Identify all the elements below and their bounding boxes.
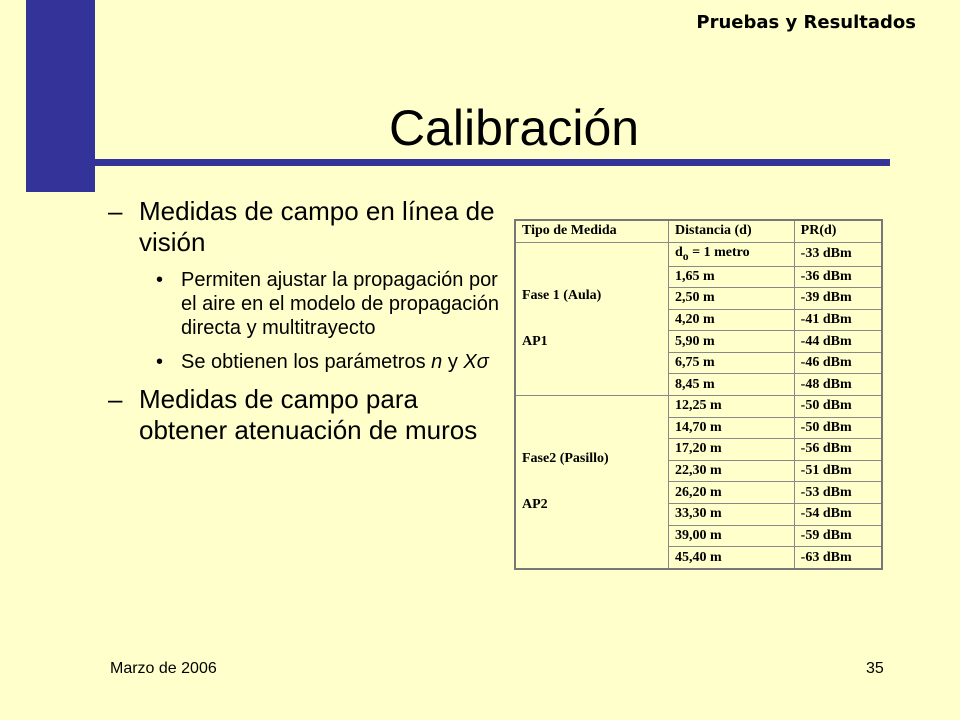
page-number: 35 <box>866 660 884 677</box>
distance-cell: 45,40 m <box>669 547 795 569</box>
phase-ap: AP1 <box>522 333 548 349</box>
phase-cell-1 <box>515 242 669 395</box>
phase-block <box>522 450 668 514</box>
distance-cell: 17,20 m <box>669 439 795 461</box>
pr-cell: -41 dBm <box>794 309 882 331</box>
pr-cell: -36 dBm <box>794 266 882 288</box>
distance-cell: 14,70 m <box>669 417 795 439</box>
bullet-text: Medidas de campo para obtener atenuación de muros <box>139 384 478 445</box>
distance-cell <box>669 242 795 266</box>
distance-cell: 39,00 m <box>669 525 795 547</box>
distance-cell: 2,50 m <box>669 288 795 310</box>
bullet-level2 <box>108 268 500 340</box>
table-header-row <box>515 220 882 242</box>
bullet-list <box>108 196 500 456</box>
dot-bullet-icon: • <box>156 269 164 291</box>
pr-cell: -51 dBm <box>794 460 882 482</box>
accent-sidebar-bar <box>26 0 95 192</box>
bullet-level1 <box>108 196 500 258</box>
distance-cell: 8,45 m <box>669 374 795 396</box>
table-row <box>515 242 882 266</box>
param-x-sigma: Xσ <box>463 351 489 373</box>
table-header-cell: Tipo de Medida <box>515 220 669 242</box>
table-header-cell: PR(d) <box>794 220 882 242</box>
distance-cell: 5,90 m <box>669 331 795 353</box>
pr-cell: -53 dBm <box>794 482 882 504</box>
pr-cell: -56 dBm <box>794 439 882 461</box>
phase-cell-2 <box>515 396 669 569</box>
bullet-text: Medidas de campo en línea de visión <box>139 196 495 257</box>
distance-cell: 6,75 m <box>669 352 795 374</box>
pr-cell: -48 dBm <box>794 374 882 396</box>
pr-cell: -46 dBm <box>794 352 882 374</box>
measurements-table <box>514 219 883 570</box>
pr-cell: -50 dBm <box>794 396 882 418</box>
phase-block <box>522 287 668 351</box>
param-n: n <box>431 351 443 373</box>
dot-bullet-icon: • <box>156 351 164 373</box>
bullet-level1 <box>108 384 500 446</box>
distance-cell: 12,25 m <box>669 396 795 418</box>
pr-cell: -59 dBm <box>794 525 882 547</box>
phase-gap <box>522 468 668 496</box>
conjunction: y <box>447 351 458 373</box>
distance-cell: 1,65 m <box>669 266 795 288</box>
bullet-text: Se obtienen los parámetros <box>181 351 426 373</box>
d0-subscript: o <box>682 250 689 264</box>
distance-cell: 33,30 m <box>669 503 795 525</box>
title-underline-rule <box>95 159 890 166</box>
phase-name: Fase2 (Pasillo) <box>522 451 609 467</box>
distance-cell: 22,30 m <box>669 460 795 482</box>
pr-cell: -63 dBm <box>794 547 882 569</box>
dash-bullet-icon: – <box>108 384 123 414</box>
table-header-cell: Distancia (d) <box>669 220 795 242</box>
pr-cell: -50 dBm <box>794 417 882 439</box>
bullet-text: Permiten ajustar la propagación por el aire en el modelo de propagación directa y multitrayecto <box>181 269 499 339</box>
phase-ap: AP2 <box>522 497 548 513</box>
distance-cell: 4,20 m <box>669 309 795 331</box>
table-row <box>515 396 882 418</box>
pr-cell: -54 dBm <box>794 503 882 525</box>
pr-cell: -33 dBm <box>794 242 882 266</box>
d0-suffix: = 1 metro <box>688 245 750 261</box>
dash-bullet-icon: – <box>108 196 123 226</box>
pr-cell: -39 dBm <box>794 288 882 310</box>
section-label: Pruebas y Resultados <box>696 12 916 33</box>
bullet-level2 <box>108 350 500 374</box>
phase-name: Fase 1 (Aula) <box>522 287 602 303</box>
phase-gap <box>522 305 668 333</box>
pr-cell: -44 dBm <box>794 331 882 353</box>
footer-date: Marzo de 2006 <box>110 660 217 677</box>
slide-title: Calibración <box>388 100 640 156</box>
d0-prefix: d <box>675 245 683 261</box>
distance-cell: 26,20 m <box>669 482 795 504</box>
